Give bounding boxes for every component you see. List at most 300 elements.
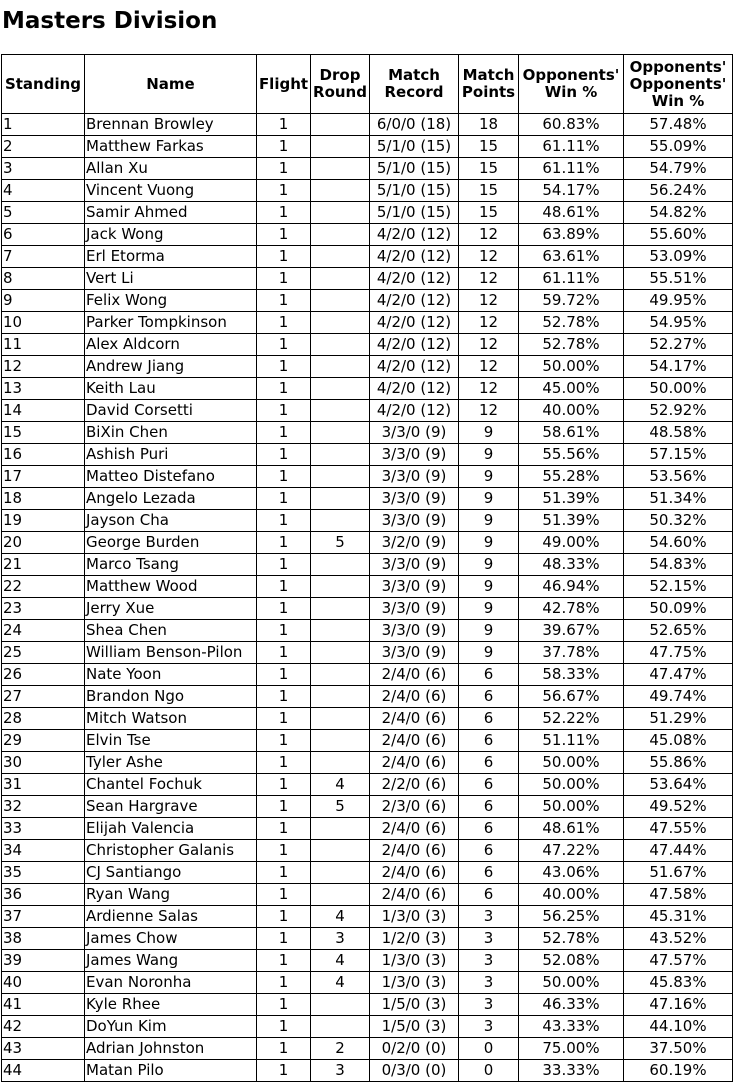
cell-flight: 1 [257, 774, 311, 796]
table-row [2, 730, 732, 752]
table-row [2, 1038, 732, 1060]
table-row [2, 884, 732, 906]
cell-flight: 1 [257, 444, 311, 466]
cell-standing: 21 [2, 554, 85, 576]
cell-opponents-opponents-win: 47.58% [624, 884, 732, 906]
cell-opponents-opponents-win: 49.74% [624, 686, 732, 708]
cell-match-record: 4/2/0 (12) [370, 268, 459, 290]
cell-match-points: 12 [459, 312, 519, 334]
cell-drop-round [311, 466, 370, 488]
cell-standing: 28 [2, 708, 85, 730]
cell-drop-round [311, 290, 370, 312]
cell-drop-round [311, 664, 370, 686]
table-row [2, 202, 732, 224]
cell-drop-round: 2 [311, 1038, 370, 1060]
cell-standing: 23 [2, 598, 85, 620]
cell-name: Evan Noronha [85, 972, 257, 994]
cell-match-record: 4/2/0 (12) [370, 400, 459, 422]
cell-name: Vert Li [85, 268, 257, 290]
cell-match-points: 3 [459, 994, 519, 1016]
cell-match-points: 12 [459, 290, 519, 312]
table-row [2, 268, 732, 290]
cell-opponents-win: 37.78% [519, 642, 624, 664]
cell-match-points: 18 [459, 114, 519, 136]
cell-standing: 36 [2, 884, 85, 906]
header-match-record: Match Record [370, 55, 459, 114]
cell-match-record: 5/1/0 (15) [370, 136, 459, 158]
cell-opponents-opponents-win: 52.15% [624, 576, 732, 598]
cell-match-points: 9 [459, 532, 519, 554]
cell-flight: 1 [257, 488, 311, 510]
cell-match-record: 4/2/0 (12) [370, 224, 459, 246]
cell-match-record: 2/4/0 (6) [370, 840, 459, 862]
cell-opponents-opponents-win: 45.83% [624, 972, 732, 994]
cell-drop-round [311, 620, 370, 642]
cell-flight: 1 [257, 928, 311, 950]
cell-standing: 34 [2, 840, 85, 862]
cell-drop-round [311, 202, 370, 224]
cell-match-points: 6 [459, 686, 519, 708]
cell-name: James Wang [85, 950, 257, 972]
cell-drop-round [311, 840, 370, 862]
cell-opponents-opponents-win: 54.95% [624, 312, 732, 334]
cell-opponents-opponents-win: 52.27% [624, 334, 732, 356]
cell-flight: 1 [257, 466, 311, 488]
cell-opponents-opponents-win: 60.19% [649, 1061, 707, 1079]
cell-match-record: 2/4/0 (6) [370, 664, 459, 686]
cell-name: Vincent Vuong [85, 180, 257, 202]
table-row [2, 466, 732, 488]
cell-match-record: 5/1/0 (15) [370, 158, 459, 180]
cell-standing: 30 [2, 752, 85, 774]
header-row [2, 55, 732, 114]
cell-name: Jerry Xue [85, 598, 257, 620]
cell-name: Christopher Galanis [85, 840, 257, 862]
cell-drop-round [311, 708, 370, 730]
cell-flight: 1 [257, 862, 311, 884]
cell-name: Matthew Wood [85, 576, 257, 598]
cell-opponents-opponents-win: 37.50% [624, 1038, 732, 1060]
table-row [2, 818, 732, 840]
cell-opponents-win: 63.89% [519, 224, 624, 246]
cell-opponents-opponents-win: 54.83% [624, 554, 732, 576]
table-row [2, 422, 732, 444]
cell-name: Samir Ahmed [85, 202, 257, 224]
cell-name: Ardienne Salas [85, 906, 257, 928]
cell-match-record: 3/2/0 (9) [370, 532, 459, 554]
cell-opponents-opponents-win: 50.32% [624, 510, 732, 532]
cell-drop-round [311, 994, 370, 1016]
cell-opponents-win: 52.22% [519, 708, 624, 730]
table-row [2, 158, 732, 180]
cell-name: Matteo Distefano [85, 466, 257, 488]
cell-standing: 40 [2, 972, 85, 994]
cell-match-record: 2/2/0 (6) [370, 774, 459, 796]
cell-match-record: 1/5/0 (3) [370, 994, 459, 1016]
cell-match-points: 9 [459, 444, 519, 466]
cell-drop-round: 3 [311, 928, 370, 950]
cell-name: David Corsetti [85, 400, 257, 422]
cell-name: Matthew Farkas [85, 136, 257, 158]
cell-name: Brennan Browley [85, 114, 257, 136]
cell-match-record: 6/0/0 (18) [370, 114, 459, 136]
cell-drop-round [311, 334, 370, 356]
cell-standing: 6 [2, 224, 85, 246]
header-drop-round: Drop Round [311, 55, 370, 114]
cell-match-points: 15 [459, 202, 519, 224]
table-row [2, 598, 732, 620]
cell-match-points: 0 [459, 1060, 519, 1081]
cell-flight: 1 [257, 642, 311, 664]
table-row [2, 356, 732, 378]
cell-standing: 9 [2, 290, 85, 312]
cell-match-points: 6 [459, 708, 519, 730]
cell-standing: 5 [2, 202, 85, 224]
cell-opponents-opponents-win: 44.10% [624, 1016, 732, 1038]
cell-drop-round: 3 [311, 1060, 370, 1081]
table-row [2, 796, 732, 818]
cell-standing: 20 [2, 532, 85, 554]
table-row [2, 334, 732, 356]
cell-opponents-opponents-win: 54.79% [624, 158, 732, 180]
cell-name: Kyle Rhee [85, 994, 257, 1016]
cell-name: Ashish Puri [85, 444, 257, 466]
cell-opponents-win: 50.00% [519, 774, 624, 796]
cell-standing: 18 [2, 488, 85, 510]
cell-opponents-opponents-win: 47.75% [624, 642, 732, 664]
cell-flight: 1 [257, 356, 311, 378]
cell-standing: 13 [2, 378, 85, 400]
cell-drop-round [311, 114, 370, 136]
cell-match-points: 6 [459, 818, 519, 840]
table-row [2, 246, 732, 268]
cell-opponents-opponents-win: 55.09% [624, 136, 732, 158]
cell-opponents-opponents-win: 45.31% [624, 906, 732, 928]
cell-drop-round [311, 510, 370, 532]
cell-name: Mitch Watson [85, 708, 257, 730]
cell-match-record: 3/3/0 (9) [370, 488, 459, 510]
cell-flight: 1 [257, 752, 311, 774]
cell-opponents-opponents-win: 52.65% [624, 620, 732, 642]
cell-opponents-opponents-win: 47.57% [624, 950, 732, 972]
cell-match-points: 15 [459, 158, 519, 180]
cell-flight: 1 [257, 818, 311, 840]
cell-match-record: 3/3/0 (9) [370, 444, 459, 466]
table-row [2, 994, 732, 1016]
cell-flight: 1 [257, 1016, 311, 1038]
cell-name: Adrian Johnston [85, 1038, 257, 1060]
cell-standing: 2 [2, 136, 85, 158]
cell-flight: 1 [257, 708, 311, 730]
cell-opponents-opponents-win: 43.52% [624, 928, 732, 950]
cell-opponents-win: 50.00% [519, 752, 624, 774]
table-row [2, 312, 732, 334]
cell-flight: 1 [257, 1038, 311, 1060]
cell-match-record: 0/3/0 (0) [370, 1060, 459, 1081]
cell-match-record: 4/2/0 (12) [370, 378, 459, 400]
cell-name: Alex Aldcorn [85, 334, 257, 356]
cell-flight: 1 [257, 114, 311, 136]
cell-standing: 32 [2, 796, 85, 818]
cell-match-points: 9 [459, 642, 519, 664]
cell-standing: 11 [2, 334, 85, 356]
cell-flight: 1 [257, 378, 311, 400]
cell-drop-round: 4 [311, 906, 370, 928]
cell-match-points: 0 [459, 1038, 519, 1060]
cell-opponents-win: 33.33% [519, 1060, 624, 1081]
cell-match-points: 12 [459, 400, 519, 422]
cell-opponents-win: 55.56% [519, 444, 624, 466]
cell-opponents-opponents-win: 56.24% [624, 180, 732, 202]
cell-match-points: 15 [459, 180, 519, 202]
cell-drop-round [311, 158, 370, 180]
cell-match-record: 2/4/0 (6) [370, 818, 459, 840]
cell-match-points: 12 [459, 246, 519, 268]
header-match-points: Match Points [459, 55, 519, 114]
table-row [2, 620, 732, 642]
cell-drop-round [311, 752, 370, 774]
cell-opponents-win: 52.78% [519, 928, 624, 950]
table-row [2, 906, 732, 928]
page-title: Masters Division [2, 8, 218, 34]
cell-drop-round: 4 [311, 972, 370, 994]
table-row [2, 510, 732, 532]
cell-flight: 1 [257, 334, 311, 356]
cell-opponents-win: 59.72% [519, 290, 624, 312]
header-opponents-opponents-win: Opponents' Opponents' Win % [624, 55, 732, 114]
cell-flight: 1 [257, 312, 311, 334]
cell-match-record: 4/2/0 (12) [370, 356, 459, 378]
cell-opponents-opponents-win: 48.58% [624, 422, 732, 444]
cell-drop-round [311, 400, 370, 422]
cell-name: Angelo Lezada [85, 488, 257, 510]
cell-drop-round [311, 180, 370, 202]
header-flight: Flight [257, 55, 311, 114]
table-row [2, 664, 732, 686]
cell-match-record: 4/2/0 (12) [370, 246, 459, 268]
cell-drop-round [311, 444, 370, 466]
cell-opponents-win: 61.11% [519, 158, 624, 180]
cell-flight: 1 [257, 576, 311, 598]
table-row [2, 554, 732, 576]
cell-opponents-win: 60.83% [519, 114, 624, 136]
cell-match-record: 3/3/0 (9) [370, 422, 459, 444]
cell-flight: 1 [257, 840, 311, 862]
cell-match-points: 6 [459, 774, 519, 796]
cell-name: CJ Santiango [85, 862, 257, 884]
cell-opponents-win: 43.06% [519, 862, 624, 884]
cell-opponents-win: 50.00% [519, 972, 624, 994]
cell-standing: 10 [2, 312, 85, 334]
cell-standing: 1 [2, 114, 85, 136]
cell-flight: 1 [257, 972, 311, 994]
cell-opponents-win: 40.00% [519, 884, 624, 906]
cell-opponents-win: 51.39% [519, 488, 624, 510]
cell-opponents-win: 43.33% [519, 1016, 624, 1038]
cell-standing: 14 [2, 400, 85, 422]
cell-opponents-win: 47.22% [519, 840, 624, 862]
cell-opponents-opponents-win: 51.67% [624, 862, 732, 884]
cell-match-record: 1/3/0 (3) [370, 972, 459, 994]
cell-flight: 1 [257, 994, 311, 1016]
cell-match-record: 3/3/0 (9) [370, 554, 459, 576]
cell-match-record: 5/1/0 (15) [370, 202, 459, 224]
cell-match-points: 9 [459, 510, 519, 532]
cell-opponents-opponents-win: 53.64% [624, 774, 732, 796]
cell-flight: 1 [257, 554, 311, 576]
cell-standing: 39 [2, 950, 85, 972]
cell-match-record: 3/3/0 (9) [370, 510, 459, 532]
table-row [2, 642, 732, 664]
cell-opponents-opponents-win: 50.09% [624, 598, 732, 620]
cell-drop-round: 4 [311, 774, 370, 796]
table-row [2, 950, 732, 972]
table-row [2, 180, 732, 202]
cell-match-record: 4/2/0 (12) [370, 290, 459, 312]
cell-name: Nate Yoon [85, 664, 257, 686]
cell-drop-round [311, 884, 370, 906]
table-row [2, 576, 732, 598]
cell-flight: 1 [257, 598, 311, 620]
cell-name: BiXin Chen [85, 422, 257, 444]
cell-flight: 1 [257, 664, 311, 686]
cell-opponents-opponents-win: 47.16% [624, 994, 732, 1016]
cell-name: James Chow [85, 928, 257, 950]
cell-opponents-win: 51.39% [519, 510, 624, 532]
cell-standing: 16 [2, 444, 85, 466]
cell-match-points: 3 [459, 972, 519, 994]
cell-match-points: 12 [459, 356, 519, 378]
cell-flight: 1 [257, 510, 311, 532]
table-row [2, 114, 732, 136]
cell-name: Marco Tsang [85, 554, 257, 576]
cell-name: Andrew Jiang [85, 356, 257, 378]
cell-standing: 19 [2, 510, 85, 532]
cell-flight: 1 [257, 686, 311, 708]
cell-opponents-win: 75.00% [519, 1038, 624, 1060]
cell-standing: 31 [2, 774, 85, 796]
cell-standing: 38 [2, 928, 85, 950]
cell-match-points: 6 [459, 862, 519, 884]
cell-name: Allan Xu [85, 158, 257, 180]
cell-opponents-win: 56.67% [519, 686, 624, 708]
cell-flight: 1 [257, 1060, 311, 1081]
cell-standing: 17 [2, 466, 85, 488]
cell-match-points: 9 [459, 576, 519, 598]
cell-opponents-win: 51.11% [519, 730, 624, 752]
table-row [2, 752, 732, 774]
cell-drop-round [311, 312, 370, 334]
cell-match-record: 2/4/0 (6) [370, 884, 459, 906]
cell-match-points: 6 [459, 884, 519, 906]
cell-drop-round [311, 488, 370, 510]
cell-name: George Burden [85, 532, 257, 554]
cell-match-points: 12 [459, 378, 519, 400]
cell-standing: 44 [2, 1060, 85, 1081]
cell-opponents-win: 45.00% [519, 378, 624, 400]
cell-drop-round [311, 378, 370, 400]
cell-drop-round [311, 554, 370, 576]
cell-opponents-opponents-win: 47.47% [624, 664, 732, 686]
cell-match-record: 1/5/0 (3) [370, 1016, 459, 1038]
cell-match-points: 6 [459, 796, 519, 818]
cell-opponents-opponents-win: 55.60% [624, 224, 732, 246]
cell-match-points: 6 [459, 664, 519, 686]
cell-flight: 1 [257, 532, 311, 554]
table-row [2, 774, 732, 796]
cell-name: Erl Etorma [85, 246, 257, 268]
cell-drop-round [311, 356, 370, 378]
cell-drop-round [311, 598, 370, 620]
cell-match-record: 0/2/0 (0) [370, 1038, 459, 1060]
cell-drop-round [311, 686, 370, 708]
cell-opponents-win: 46.33% [519, 994, 624, 1016]
cell-opponents-win: 52.78% [519, 334, 624, 356]
cell-match-record: 4/2/0 (12) [370, 334, 459, 356]
cell-match-points: 6 [459, 752, 519, 774]
cell-drop-round [311, 862, 370, 884]
cell-match-points: 12 [459, 224, 519, 246]
cell-opponents-win: 42.78% [519, 598, 624, 620]
table-row [2, 686, 732, 708]
cell-match-record: 3/3/0 (9) [370, 598, 459, 620]
table-row [2, 928, 732, 950]
cell-match-record: 1/2/0 (3) [370, 928, 459, 950]
cell-name: Brandon Ngo [85, 686, 257, 708]
cell-opponents-win: 61.11% [519, 268, 624, 290]
cell-flight: 1 [257, 136, 311, 158]
cell-opponents-win: 58.61% [519, 422, 624, 444]
cell-standing: 15 [2, 422, 85, 444]
cell-standing: 41 [2, 994, 85, 1016]
cell-match-points: 9 [459, 620, 519, 642]
table-row [2, 840, 732, 862]
cell-match-points: 15 [459, 136, 519, 158]
cell-match-points: 9 [459, 598, 519, 620]
cell-match-points: 9 [459, 422, 519, 444]
cell-opponents-win: 55.28% [519, 466, 624, 488]
cell-opponents-win: 58.33% [519, 664, 624, 686]
cell-flight: 1 [257, 950, 311, 972]
cell-flight: 1 [257, 202, 311, 224]
cell-opponents-win: 50.00% [519, 356, 624, 378]
cell-flight: 1 [257, 400, 311, 422]
cell-drop-round [311, 818, 370, 840]
cell-opponents-win: 54.17% [519, 180, 624, 202]
cell-match-points: 6 [459, 730, 519, 752]
cell-match-record: 5/1/0 (15) [370, 180, 459, 202]
table-row [2, 862, 732, 884]
cell-flight: 1 [257, 268, 311, 290]
cell-flight: 1 [257, 906, 311, 928]
cell-opponents-opponents-win: 49.52% [624, 796, 732, 818]
cell-standing: 22 [2, 576, 85, 598]
cell-opponents-win: 49.00% [519, 532, 624, 554]
cell-match-record: 3/3/0 (9) [370, 576, 459, 598]
cell-name: Jayson Cha [85, 510, 257, 532]
cell-standing: 35 [2, 862, 85, 884]
table-row [2, 290, 732, 312]
cell-name: Sean Hargrave [85, 796, 257, 818]
table-row [2, 972, 732, 994]
cell-name: Matan Pilo [85, 1060, 257, 1081]
cell-flight: 1 [257, 224, 311, 246]
cell-opponents-opponents-win: 53.09% [624, 246, 732, 268]
table-row [2, 136, 732, 158]
cell-opponents-opponents-win: 50.00% [624, 378, 732, 400]
cell-opponents-opponents-win: 45.08% [624, 730, 732, 752]
cell-opponents-opponents-win: 47.55% [624, 818, 732, 840]
